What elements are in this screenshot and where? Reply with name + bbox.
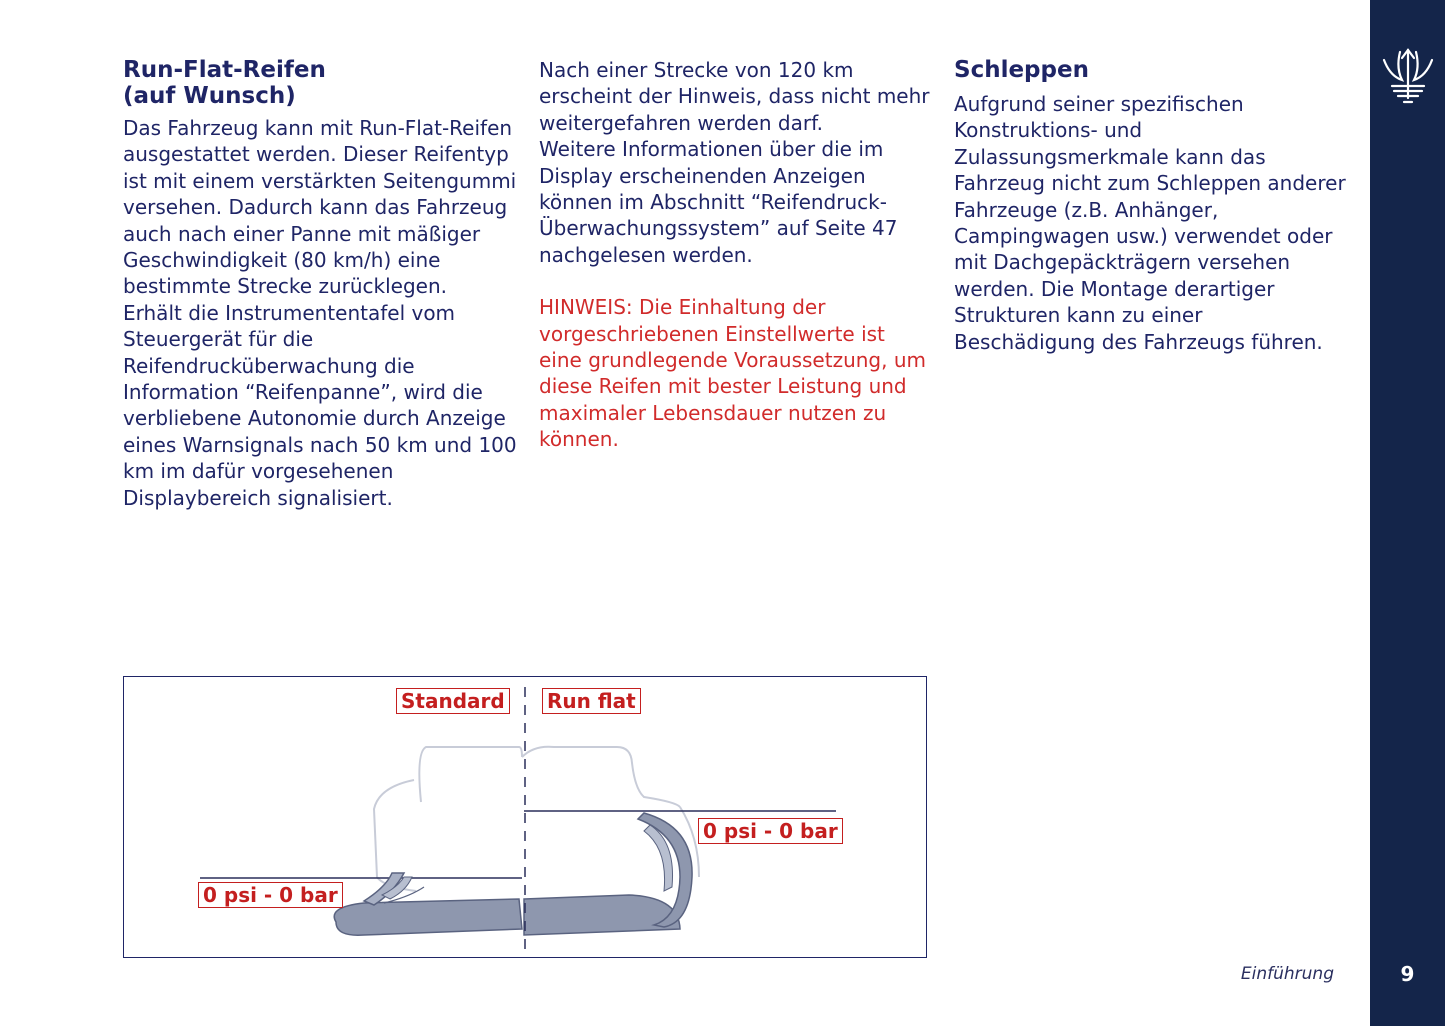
hinweis-note: HINWEIS: Die Einhaltung der vorgeschriebenen Einstellwerte ist eine grundlegende Voraussetzung, um diese Reifen mit bester Leistung und maximaler Lebensdauer nutzen zu können. — [539, 295, 926, 452]
tire-illustration — [124, 677, 926, 957]
schleppen-paragraph: Aufgrund seiner spezifischen Konstruktions- und Zulassungsmerkmale kann das Fahrzeug nicht zum Schleppen anderer Fahrzeuge (z.B. Anhänger, Campingwagen usw.) verwendet oder mit Dachgepäckträgern versehen werden. Die Montage derartiger Strukturen kann zu einer Beschädigung des Fahrzeugs führen. — [954, 92, 1346, 354]
page-number: 9 — [1400, 962, 1415, 986]
pressure-label-standard: 0 psi - 0 bar — [198, 882, 343, 908]
section-schleppen — [954, 57, 1349, 355]
runflat-label: Run flat — [542, 688, 641, 714]
trident-logo-icon — [1380, 46, 1436, 112]
section-label: Einführung — [1240, 964, 1334, 984]
pressure-label-runflat: 0 psi - 0 bar — [698, 818, 843, 844]
run-flat-continued-paragraph: Nach einer Strecke von 120 km erscheint der Hinweis, dass nicht mehr weitergefahren werden darf. Weitere Informationen über die im Display erscheinenden Anzeigen können im Abschnitt “Reifendruck- Überwachungssystem” auf Seite 47 nachgelesen werden. — [539, 58, 930, 267]
section-run-flat-continued — [539, 57, 931, 453]
tire-comparison-figure — [123, 676, 927, 958]
runflat-tire — [524, 813, 692, 935]
run-flat-heading: Run-Flat-Reifen (auf Wunsch) — [123, 57, 326, 109]
schleppen-heading: Schleppen — [954, 57, 1089, 83]
standard-label: Standard — [396, 688, 510, 714]
run-flat-paragraph: Das Fahrzeug kann mit Run-Flat-Reifen ausgestattet werden. Dieser Reifentyp ist mit einem verstärkten Seitengummi versehen. Dadurch kann das Fahrzeug auch nach einer Panne mit mäßiger Geschwindigkeit (80 km/h) eine bestimmte Strecke zurücklegen. Erhält die Instrumententafel vom Steuergerät für die Reifendrucküberwachung die Information “Reifenpanne”, wird die verbliebene Autonomie durch Anzeige eines Warnsignals nach 50 km und 100 km im dafür vorgesehenen Displaybereich signalisiert. — [123, 116, 517, 510]
section-run-flat — [123, 57, 518, 511]
standard-tire — [334, 873, 522, 935]
sidebar — [1370, 0, 1445, 1026]
